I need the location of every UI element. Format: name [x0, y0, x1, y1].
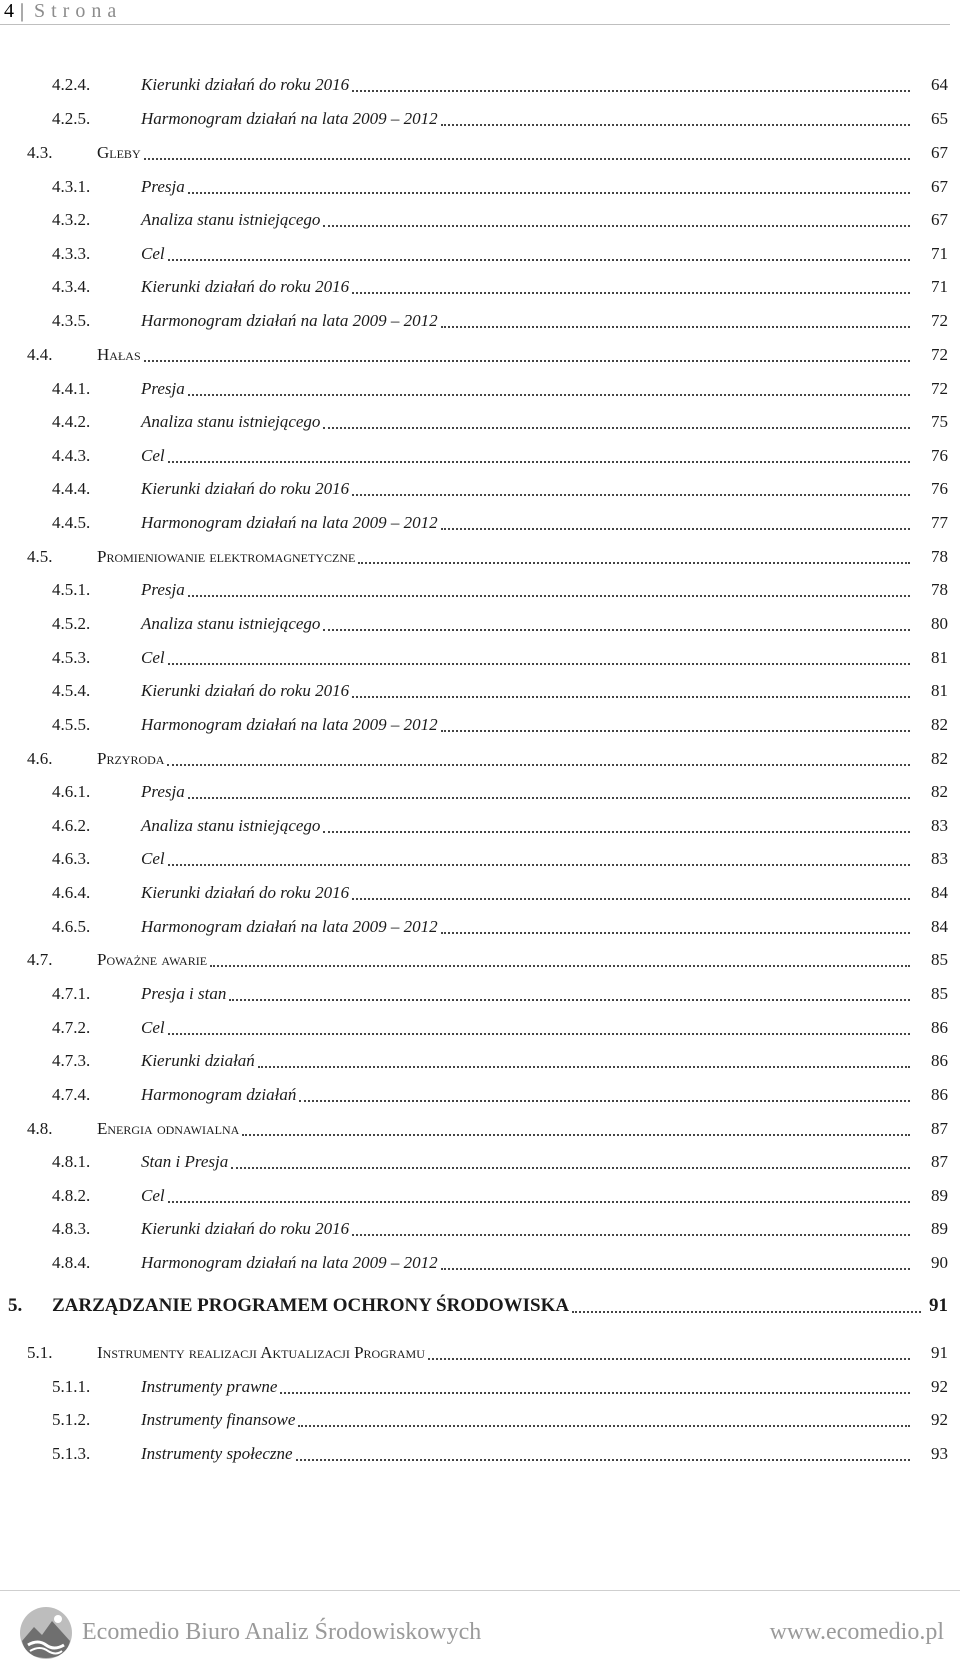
toc-entry-page: 89 — [931, 1186, 948, 1205]
toc-dot-leader — [144, 157, 910, 160]
toc-entry-leader — [141, 409, 913, 435]
toc-entry-leader — [141, 645, 913, 671]
toc-dot-leader — [352, 1233, 910, 1236]
toc-entry-title: Poważne awarie — [97, 950, 208, 969]
toc-entry[interactable] — [0, 746, 960, 772]
toc-dot-leader — [323, 628, 910, 631]
toc-entry-leader — [141, 779, 913, 805]
toc-entry-leader — [141, 1250, 913, 1276]
toc-entry-title: Cel — [141, 849, 165, 868]
toc-entry-title: Instrumenty realizacji Aktualizacji Programu — [97, 1343, 425, 1362]
toc-entry-leader — [141, 72, 913, 98]
toc-dot-leader — [352, 291, 910, 294]
toc-dot-leader — [441, 123, 910, 126]
toc-entry-page: 76 — [931, 479, 948, 498]
toc-entry-title: Energia odnawialna — [97, 1119, 240, 1138]
toc-entry[interactable] — [0, 678, 960, 704]
toc-entry[interactable] — [0, 1441, 960, 1467]
toc-entry-page: 82 — [931, 749, 948, 768]
toc-entry-page: 75 — [931, 412, 948, 431]
ecomedio-logo-icon — [18, 1605, 74, 1661]
toc-entry-page: 77 — [931, 513, 948, 532]
toc-entry[interactable] — [0, 476, 960, 502]
toc-dot-leader — [352, 695, 910, 698]
toc-entry-title: Stan i Presja — [141, 1152, 229, 1171]
header-separator: | — [20, 0, 25, 22]
toc-entry-number: 4.6.4. — [52, 883, 91, 902]
toc-entry-title: Kierunki działań do roku 2016 — [141, 277, 350, 296]
toc-entry-number: 5.1.2. — [52, 1410, 91, 1429]
toc-entry-page: 91 — [931, 1343, 948, 1362]
toc-entry[interactable] — [0, 846, 960, 872]
toc-entry-leader — [52, 1293, 924, 1319]
page-number: 4 — [4, 0, 14, 22]
toc-entry-leader — [141, 813, 913, 839]
toc-entry-title: Harmonogram działań na lata 2009 – 2012 — [141, 917, 438, 936]
toc-dot-leader — [231, 1166, 910, 1169]
toc-entry-title: Kierunki działań — [141, 1051, 255, 1070]
toc-entry-number: 4.6.5. — [52, 917, 91, 936]
toc-entry-page: 92 — [931, 1410, 948, 1429]
toc-entry-page: 91 — [929, 1295, 948, 1316]
toc-entry-page: 83 — [931, 816, 948, 835]
toc-entry-leader — [141, 308, 913, 334]
toc-entry-page: 90 — [931, 1253, 948, 1272]
toc-entry-title: Gleby — [97, 143, 141, 162]
toc-entry-leader — [97, 1116, 913, 1142]
toc-entry-leader — [141, 678, 913, 704]
toc-entry-number: 5.1.3. — [52, 1444, 91, 1463]
toc-entry-number: 4.7.1. — [52, 984, 91, 1003]
toc-entry-leader — [141, 1374, 913, 1400]
toc-entry-page: 78 — [931, 547, 948, 566]
toc-entry-page: 80 — [931, 614, 948, 633]
toc-entry-title: Instrumenty prawne — [141, 1377, 278, 1396]
toc-entry-title: Analiza stanu istniejącego — [141, 210, 321, 229]
toc-entry-number: 4.3.5. — [52, 311, 91, 330]
toc-entry-title: Promieniowanie elektromagnetyczne — [97, 547, 356, 566]
toc-entry-title: Presja — [141, 782, 185, 801]
toc-entry-number: 4.3.1. — [52, 177, 91, 196]
toc-entry-number: 4.5.2. — [52, 614, 91, 633]
toc-entry[interactable] — [0, 376, 960, 402]
toc-entry-leader — [141, 207, 913, 233]
toc-entry-leader — [141, 846, 913, 872]
toc-entry-page: 85 — [931, 984, 948, 1003]
toc-entry-title: Cel — [141, 1018, 165, 1037]
toc-entry-leader — [141, 106, 913, 132]
toc-entry[interactable] — [0, 1250, 960, 1276]
toc-entry-leader — [141, 1149, 913, 1175]
toc-entry-leader — [141, 712, 913, 738]
toc-entry[interactable] — [0, 611, 960, 637]
toc-entry-number: 4.4.5. — [52, 513, 91, 532]
toc-entry-title: Kierunki działań do roku 2016 — [141, 681, 350, 700]
toc-entry-page: 64 — [931, 75, 948, 94]
toc-entry-title: Przyroda — [97, 749, 165, 768]
toc-entry-number: 4.6.2. — [52, 816, 91, 835]
toc-entry-page: 84 — [931, 917, 948, 936]
toc-dot-leader — [352, 89, 910, 92]
toc-entry-title: Kierunki działań do roku 2016 — [141, 883, 350, 902]
toc-dot-leader — [323, 224, 910, 227]
toc-entry-number: 4.5.1. — [52, 580, 91, 599]
toc-entry[interactable] — [0, 140, 960, 166]
toc-entry-number: 4.5.5. — [52, 715, 91, 734]
toc-entry-page: 71 — [931, 244, 948, 263]
toc-entry[interactable] — [0, 645, 960, 671]
header-label: Strona — [34, 0, 123, 22]
toc-entry-title: Presja — [141, 177, 185, 196]
toc-entry[interactable] — [0, 342, 960, 368]
toc-entry-number: 4.5.3. — [52, 648, 91, 667]
toc-entry[interactable] — [0, 1183, 960, 1209]
toc-entry-leader — [141, 981, 913, 1007]
toc-entry-number: 4.7.2. — [52, 1018, 91, 1037]
toc-entry-page: 67 — [931, 177, 948, 196]
page-footer — [0, 1590, 960, 1675]
toc-entry-number: 4.3.3. — [52, 244, 91, 263]
toc-entry[interactable] — [0, 308, 960, 334]
toc-entry[interactable] — [0, 1116, 960, 1142]
toc-dot-leader — [441, 729, 910, 732]
toc-entry-number: 4.4.1. — [52, 379, 91, 398]
toc-entry-number: 4.3. — [27, 143, 53, 162]
toc-entry-leader — [97, 746, 913, 772]
toc-entry-leader — [141, 1015, 913, 1041]
toc-entry-title: Kierunki działań do roku 2016 — [141, 1219, 350, 1238]
toc-entry-title: Cel — [141, 446, 165, 465]
toc-entry-number: 4.2.5. — [52, 109, 91, 128]
toc-entry-number: 4.8.2. — [52, 1186, 91, 1205]
toc-entry-leader — [141, 1082, 913, 1108]
toc-entry[interactable] — [0, 914, 960, 940]
toc-entry-leader — [97, 544, 913, 570]
toc-dot-leader — [298, 1424, 910, 1427]
toc-entry-leader — [97, 947, 913, 973]
toc-entry-page: 89 — [931, 1219, 948, 1238]
toc-entry-leader — [141, 1441, 913, 1467]
toc-entry-leader — [141, 510, 913, 536]
toc-dot-leader — [168, 863, 910, 866]
toc-entry-title: Cel — [141, 244, 165, 263]
toc-dot-leader — [352, 897, 910, 900]
toc-entry[interactable] — [0, 72, 960, 98]
toc-entry[interactable] — [0, 544, 960, 570]
toc-entry[interactable] — [0, 1216, 960, 1242]
toc-entry-leader — [97, 1340, 913, 1366]
toc-dot-leader — [188, 796, 910, 799]
toc-entry[interactable] — [0, 779, 960, 805]
toc-dot-leader — [280, 1391, 910, 1394]
toc-entry-title: Cel — [141, 1186, 165, 1205]
toc-entry[interactable] — [0, 1293, 960, 1319]
toc-dot-leader — [188, 594, 910, 597]
toc-entry-leader — [141, 241, 913, 267]
toc-entry-leader — [141, 376, 913, 402]
toc-entry-number: 4.3.2. — [52, 210, 91, 229]
toc-entry-title: Hałas — [97, 345, 141, 364]
toc-entry-leader — [141, 476, 913, 502]
toc-entry-title: Kierunki działań do roku 2016 — [141, 479, 350, 498]
toc-entry-number: 4.5. — [27, 547, 53, 566]
toc-entry-number: 4.4.2. — [52, 412, 91, 431]
toc-entry-leader — [141, 174, 913, 200]
toc-entry-leader — [141, 880, 913, 906]
toc-dot-leader — [428, 1357, 910, 1360]
toc-dot-leader — [188, 191, 910, 194]
toc-dot-leader — [168, 662, 910, 665]
toc-entry[interactable] — [0, 174, 960, 200]
toc-entry-number: 4.4.4. — [52, 479, 91, 498]
toc-entry-title: Presja i stan — [141, 984, 227, 1003]
toc-entry-leader — [97, 140, 913, 166]
toc-entry-number: 5. — [8, 1295, 23, 1316]
toc-entry[interactable] — [0, 409, 960, 435]
toc-entry-number: 5.1.1. — [52, 1377, 91, 1396]
toc-entry[interactable] — [0, 106, 960, 132]
toc-entry-leader — [141, 577, 913, 603]
toc-entry[interactable] — [0, 947, 960, 973]
toc-entry-number: 4.7.4. — [52, 1085, 91, 1104]
toc-entry-leader — [141, 1048, 913, 1074]
toc-entry-page: 72 — [931, 311, 948, 330]
toc-entry-page: 92 — [931, 1377, 948, 1396]
toc-entry-page: 81 — [931, 648, 948, 667]
toc-entry-number: 4.5.4. — [52, 681, 91, 700]
toc-entry[interactable] — [0, 1340, 960, 1366]
toc-entry[interactable] — [0, 1048, 960, 1074]
toc-entry-number: 4.6.1. — [52, 782, 91, 801]
toc-dot-leader — [323, 426, 910, 429]
toc-entry[interactable] — [0, 712, 960, 738]
toc-entry-title: Cel — [141, 648, 165, 667]
toc-entry-page: 78 — [931, 580, 948, 599]
toc-dot-leader — [441, 325, 910, 328]
toc-dot-leader — [144, 359, 910, 362]
toc-entry[interactable] — [0, 241, 960, 267]
toc-entry-title: Presja — [141, 379, 185, 398]
toc-entry-page: 72 — [931, 379, 948, 398]
toc-dot-leader — [188, 393, 910, 396]
toc-entry-number: 4.4.3. — [52, 446, 91, 465]
toc-entry-page: 81 — [931, 681, 948, 700]
toc-dot-leader — [358, 561, 910, 564]
toc-entry-number: 4.7.3. — [52, 1051, 91, 1070]
toc-entry-number: 4.3.4. — [52, 277, 91, 296]
toc-entry-page: 83 — [931, 849, 948, 868]
toc-dot-leader — [242, 1133, 910, 1136]
toc-entry-page: 86 — [931, 1051, 948, 1070]
toc-entry[interactable] — [0, 813, 960, 839]
toc-entry-number: 4.8.4. — [52, 1253, 91, 1272]
toc-entry-page: 71 — [931, 277, 948, 296]
toc-entry-leader — [97, 342, 913, 368]
toc-entry-number: 4.6.3. — [52, 849, 91, 868]
toc-entry-number: 5.1. — [27, 1343, 53, 1362]
toc-entry[interactable] — [0, 443, 960, 469]
toc-dot-leader — [229, 998, 910, 1001]
toc-entry[interactable] — [0, 1082, 960, 1108]
toc-entry-title: Instrumenty społeczne — [141, 1444, 293, 1463]
toc-dot-leader — [441, 527, 910, 530]
footer-brand: Ecomedio Biuro Analiz Środowiskowych — [82, 1619, 482, 1645]
toc-entry-title: Instrumenty finansowe — [141, 1410, 296, 1429]
toc-entry-number: 4.2.4. — [52, 75, 91, 94]
toc-entry-title: Harmonogram działań na lata 2009 – 2012 — [141, 513, 438, 532]
toc-entry-page: 82 — [931, 715, 948, 734]
toc-dot-leader — [210, 964, 910, 967]
toc-dot-leader — [299, 1099, 910, 1102]
toc-dot-leader — [168, 1200, 910, 1203]
toc-entry-number: 4.4. — [27, 345, 53, 364]
toc-entry-page: 67 — [931, 210, 948, 229]
toc-entry-page: 65 — [931, 109, 948, 128]
toc-entry-page: 87 — [931, 1119, 948, 1138]
toc-entry-title: Analiza stanu istniejącego — [141, 816, 321, 835]
toc-dot-leader — [441, 1267, 910, 1270]
toc-entry-title: Presja — [141, 580, 185, 599]
toc-dot-leader — [168, 258, 910, 261]
toc-entry-title: Harmonogram działań na lata 2009 – 2012 — [141, 715, 438, 734]
toc-entry[interactable] — [0, 1149, 960, 1175]
toc-entry-title: Analiza stanu istniejącego — [141, 614, 321, 633]
toc-entry-title: ZARZĄDZANIE PROGRAMEM OCHRONY ŚRODOWISKA — [52, 1295, 570, 1316]
toc-entry-title: Harmonogram działań na lata 2009 – 2012 — [141, 1253, 438, 1272]
toc-entry-page: 87 — [931, 1152, 948, 1171]
toc-entry-page: 93 — [931, 1444, 948, 1463]
toc-entry-page: 76 — [931, 446, 948, 465]
toc-entry-page: 86 — [931, 1018, 948, 1037]
toc-entry-page: 85 — [931, 950, 948, 969]
toc-entry-leader — [141, 1183, 913, 1209]
toc-entry-leader — [141, 274, 913, 300]
toc-entry[interactable] — [0, 274, 960, 300]
toc-entry[interactable] — [0, 1374, 960, 1400]
toc-entry-number: 4.7. — [27, 950, 53, 969]
toc-entry[interactable] — [0, 880, 960, 906]
toc-entry-title: Kierunki działań do roku 2016 — [141, 75, 350, 94]
toc-entry-leader — [141, 1216, 913, 1242]
toc-entry-page: 67 — [931, 143, 948, 162]
toc-dot-leader — [352, 493, 910, 496]
toc-entry[interactable] — [0, 981, 960, 1007]
toc-dot-leader — [167, 763, 910, 766]
toc-entry-title: Harmonogram działań na lata 2009 – 2012 — [141, 109, 438, 128]
toc-dot-leader — [296, 1458, 910, 1461]
toc-entry[interactable] — [0, 510, 960, 536]
toc-entry-page: 86 — [931, 1085, 948, 1104]
toc-dot-leader — [168, 460, 910, 463]
toc-dot-leader — [323, 830, 910, 833]
toc-entry[interactable] — [0, 1407, 960, 1433]
toc-entry-leader — [141, 443, 913, 469]
toc-entry[interactable] — [0, 577, 960, 603]
toc-entry-page: 72 — [931, 345, 948, 364]
toc-entry-title: Analiza stanu istniejącego — [141, 412, 321, 431]
toc-dot-leader — [441, 931, 910, 934]
toc-entry[interactable] — [0, 207, 960, 233]
footer-url: www.ecomedio.pl — [769, 1619, 944, 1645]
toc-entry-title: Harmonogram działań — [141, 1085, 297, 1104]
toc-entry-leader — [141, 611, 913, 637]
toc-entry-leader — [141, 914, 913, 940]
toc-dot-leader — [258, 1065, 910, 1068]
toc-dot-leader — [168, 1032, 910, 1035]
toc-entry-number: 4.8.3. — [52, 1219, 91, 1238]
toc-entry-number: 4.8. — [27, 1119, 53, 1138]
toc-entry-page: 84 — [931, 883, 948, 902]
toc-entry-number: 4.8.1. — [52, 1152, 91, 1171]
toc-entry-title: Harmonogram działań na lata 2009 – 2012 — [141, 311, 438, 330]
toc-entry-leader — [141, 1407, 913, 1433]
toc-entry[interactable] — [0, 1015, 960, 1041]
toc-entry-number: 4.6. — [27, 749, 53, 768]
toc-dot-leader — [572, 1310, 921, 1313]
toc-entry-page: 82 — [931, 782, 948, 801]
